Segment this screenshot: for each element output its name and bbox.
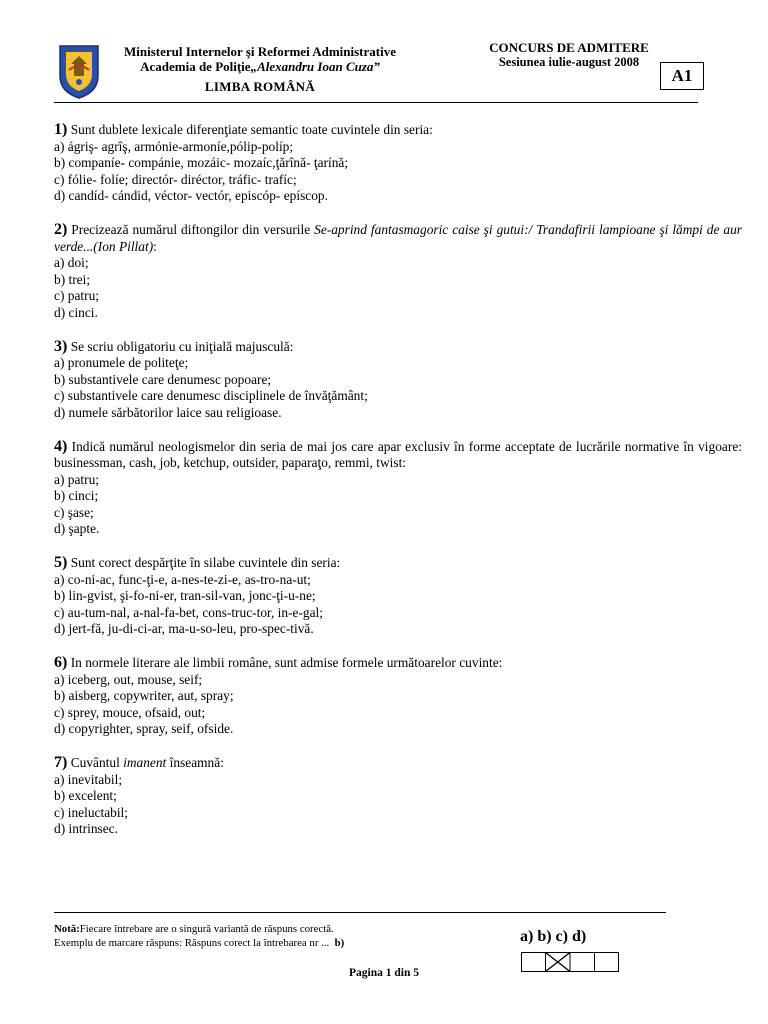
note-label: Notă: — [54, 923, 80, 935]
answer-option-b[interactable]: b) aisberg, copywriter, aut, spray; — [54, 688, 234, 704]
contest-header — [474, 40, 664, 70]
question-5 — [54, 555, 742, 638]
question-stem-term: imanent — [123, 755, 167, 770]
header-divider — [54, 102, 698, 103]
answer-option-c[interactable]: c) au-tum-nal, a-nal-fa-bet, cons-truc-tor, in-e-gal; — [54, 604, 324, 620]
answer-grid-labels: a) b) c) d) — [520, 928, 587, 945]
answer-option-c[interactable]: c) patru; — [54, 288, 99, 304]
ministry-name: Ministerul Internelor şi Reformei Administrative — [124, 44, 396, 59]
institution-header — [110, 44, 410, 74]
question-stem: In normele literare ale limbii române, sunt admise formele următoarelor cuvinte: — [70, 655, 503, 671]
question-7 — [54, 755, 742, 838]
answer-option-d[interactable]: d) copyrighter, spray, seif, ofside. — [54, 721, 234, 737]
answer-option-d[interactable]: d) numele sărbătorilor laice sau religioase. — [54, 404, 282, 420]
question-6 — [54, 655, 742, 738]
answer-option-a[interactable]: a) pronumele de politeţe; — [54, 355, 189, 371]
answer-option-a[interactable]: a) iceberg, out, mouse, seif; — [54, 671, 203, 687]
note-text: Fiecare întrebare are o singură variantă de răspuns corectă. — [79, 923, 334, 935]
question-2 — [54, 222, 742, 322]
question-number: 7) — [54, 754, 68, 771]
contest-title: CONCURS DE ADMITERE — [489, 40, 649, 55]
session-label: Sesiunea iulie-august 2008 — [498, 55, 640, 69]
question-stem-suffix: : — [153, 238, 157, 254]
answer-option-d[interactable]: d) cinci. — [54, 304, 98, 320]
question-stem-prefix: Precizează numărul diftongilor din versurile — [71, 221, 315, 237]
page-number: Pagina 1 din 5 — [349, 967, 419, 979]
question-number: 3) — [54, 337, 68, 355]
answer-option-b[interactable]: b) substantivele care denumesc popoare; — [54, 371, 272, 387]
question-stem-suffix: înseamnă: — [166, 755, 224, 770]
answer-option-a[interactable]: a) co-ni-ac, func-ţi-e, a-nes-te-zi-e, as-tro-na-ut; — [54, 571, 311, 587]
footer-divider — [54, 912, 666, 913]
answer-option-b[interactable]: b) excelent; — [54, 788, 117, 804]
question-stem-prefix: Cuvântul — [70, 755, 124, 770]
question-stem-quote: Se-aprind fantasmagoric caise şi gutui:/ Trandafirii lampioane şi lămpi de aur verde...(Ion Pillat) — [54, 221, 742, 254]
question-stem: Se scriu obligatoriu cu iniţială majusculă: — [70, 338, 294, 354]
question-stem: Sunt dublete lexicale diferenţiate semantic toate cuvintele din seria: — [70, 122, 433, 137]
question-stem: Sunt corect despărţite în silabe cuvintele din seria: — [70, 555, 341, 571]
police-academy-crest-icon — [56, 42, 102, 100]
question-number: 4) — [54, 437, 68, 455]
question-number: 1) — [54, 121, 68, 138]
answer-option-a[interactable]: a) inevitabil; — [54, 771, 123, 787]
academy-name — [110, 59, 410, 74]
question-3 — [54, 339, 742, 422]
answer-option-b[interactable]: b) companíe- compánie, mozáic- mozaíc,ţărînă- ţarínă; — [54, 155, 349, 171]
footer-note — [54, 922, 344, 950]
question-number: 5) — [54, 554, 68, 572]
answer-option-a[interactable]: a) patru; — [54, 471, 99, 487]
questions-section — [54, 122, 742, 855]
question-number: 2) — [54, 220, 68, 238]
answer-option-b[interactable]: b) trei; — [54, 271, 91, 287]
exam-subject: LIMBA ROMÂNĂ — [204, 79, 316, 94]
answer-option-c[interactable]: c) şase; — [54, 504, 94, 520]
answer-option-c[interactable]: c) fólie- folíe; directór- diréctor, tráfic- trafíc; — [54, 171, 297, 187]
answer-option-a[interactable]: a) ágriş- agrîş, armónie-armoníe,pólip-políp; — [54, 138, 294, 154]
example-answer: b) — [334, 937, 345, 949]
question-1 — [54, 122, 742, 205]
academy-prefix: Academia de Poliţie — [140, 59, 251, 74]
answer-option-d[interactable]: d) candíd- cándid, véctor- vectór, episcóp- epíscop. — [54, 188, 328, 204]
answer-option-c[interactable]: c) substantivele care denumesc disciplinele de învăţământ; — [54, 388, 368, 404]
question-4 — [54, 439, 742, 539]
answer-option-d[interactable]: d) intrinsec. — [54, 821, 118, 837]
answer-option-b[interactable]: b) lin-gvist, şi-fo-ni-er, tran-sil-van, jonc-ţi-u-ne; — [54, 588, 316, 604]
question-number: 6) — [54, 654, 68, 672]
variant-badge: A1 — [660, 62, 704, 90]
answer-option-d[interactable]: d) şapte. — [54, 521, 100, 537]
question-stem: Indică numărul neologismelor din seria de mai jos care apar exclusiv în forme acceptate de lucrările normative în vigoare: businessman, cash, job, ketchup, outsider, paparaţo, remmi, twist: — [54, 438, 742, 471]
answer-option-c[interactable]: c) ineluctabil; — [54, 804, 128, 820]
answer-option-b[interactable]: b) cinci; — [54, 488, 99, 504]
answer-option-d[interactable]: d) jert-fă, ju-di-ci-ar, ma-u-so-leu, pro-spec-tivă. — [54, 621, 314, 637]
example-text: Exemplu de marcare răspuns: Răspuns corect la întrebarea nr ... — [54, 937, 330, 949]
answer-option-c[interactable]: c) sprey, mouce, ofsaid, out; — [54, 704, 206, 720]
answer-option-a[interactable]: a) doi; — [54, 255, 89, 271]
academy-patron: „Alexandru Ioan Cuza” — [250, 59, 380, 74]
